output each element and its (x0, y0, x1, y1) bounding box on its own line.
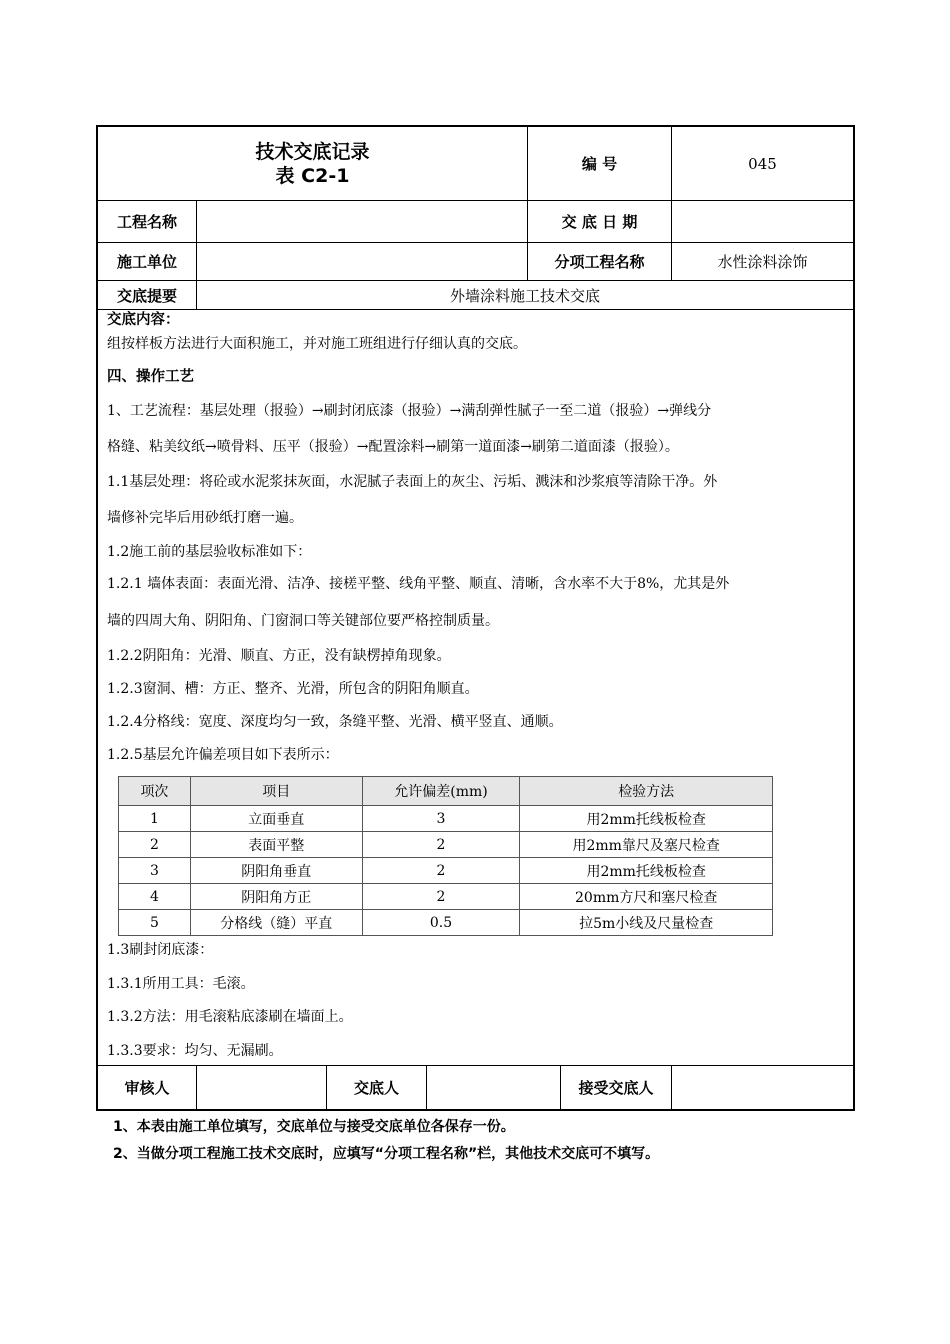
receiver-label: 接受交底人 (561, 1066, 672, 1109)
content-line: 1.2施工前的基层验收标准如下： (107, 544, 312, 560)
content-line: 1.3.1所用工具：毛滚。 (107, 976, 255, 992)
table-cell: 立面垂直 (190, 806, 362, 832)
table-cell: 1 (119, 806, 191, 832)
section-heading: 四、操作工艺 (107, 369, 194, 385)
table-cell: 用2mm托线板检查 (520, 806, 773, 832)
summary-row (98, 281, 853, 310)
project-row (98, 201, 853, 243)
date-label: 交 底 日 期 (528, 201, 672, 242)
table-cell: 3 (362, 806, 520, 832)
table-cell: 拉5m小线及尺量检查 (520, 910, 773, 936)
footnotes (113, 1114, 659, 1168)
discloser-field[interactable] (427, 1066, 561, 1109)
content-line: 组按样板方法进行大面积施工，并对施工班组进行仔细认真的交底。 (107, 336, 527, 352)
subitem-field[interactable]: 水性涂料涂饰 (717, 253, 808, 271)
content-line: 1.3.3要求：均匀、无漏刷。 (107, 1043, 283, 1059)
table-header: 项次 (119, 777, 191, 806)
table-header: 检验方法 (520, 777, 773, 806)
disclosure-content (98, 310, 853, 1066)
content-line: 墙修补完毕后用砂纸打磨一遍。 (107, 510, 303, 526)
summary-field[interactable]: 外墙涂料施工技术交底 (449, 286, 600, 305)
content-line: 1.2.5基层允许偏差项目如下表所示： (107, 747, 339, 763)
content-line: 1.3刷封闭底漆： (107, 942, 214, 958)
table-cell: 2 (119, 832, 191, 858)
reviewer-label: 审核人 (98, 1066, 197, 1109)
table-header: 项目 (190, 777, 362, 806)
signature-row (98, 1066, 853, 1109)
table-row (119, 858, 773, 884)
table-cell: 0.5 (362, 910, 520, 936)
number-label: 编 号 (528, 127, 672, 200)
subitem-label: 分项工程名称 (528, 243, 672, 280)
footnote: 1、本表由施工单位填写，交底单位与接受交底单位各保存一份。 (113, 1119, 515, 1135)
unit-field[interactable] (197, 243, 528, 280)
unit-label: 施工单位 (98, 243, 197, 280)
form-number: 表 C2-1 (275, 164, 350, 187)
content-line: 墙的四周大角、阴阳角、门窗洞口等关键部位要严格控制质量。 (107, 613, 499, 629)
date-field[interactable] (672, 201, 853, 242)
table-cell: 4 (119, 884, 191, 910)
table-header: 允许偏差(mm) (362, 777, 520, 806)
content-line: 1、工艺流程：基层处理（报验）→刷封闭底漆（报验）→满刮弹性腻子一至二道（报验）→弹线分 (107, 403, 712, 419)
table-cell: 阴阳角方正 (190, 884, 362, 910)
form-title: 技术交底记录 (255, 140, 370, 163)
reviewer-field[interactable] (197, 1066, 327, 1109)
content-line: 格缝、粘美纹纸→喷骨料、压平（报验）→配置涂料→刷第一道面漆→刷第二道面漆（报验）。 (107, 439, 679, 455)
unit-row (98, 243, 853, 281)
footnote: 2、当做分项工程施工技术交底时，应填写“分项工程名称”栏，其他技术交底可不填写。 (113, 1146, 660, 1162)
summary-label: 交底提要 (98, 281, 197, 309)
table-cell: 用2mm托线板检查 (520, 858, 773, 884)
table-cell: 5 (119, 910, 191, 936)
discloser-label: 交底人 (327, 1066, 427, 1109)
content-line: 1.2.1 墙体表面：表面光滑、洁净、接槎平整、线角平整、顺直、清晰，含水率不大于8%，尤其是外 (107, 576, 730, 592)
content-line: 1.2.3窗洞、槽：方正、整齐、光滑，所包含的阴阳角顺直。 (107, 681, 479, 697)
content-label: 交底内容： (107, 312, 180, 328)
table-cell: 阴阳角垂直 (190, 858, 362, 884)
table-cell: 2 (362, 858, 520, 884)
content-line: 1.3.2方法：用毛滚粘底漆刷在墙面上。 (107, 1009, 353, 1025)
content-line: 1.2.2阴阳角：光滑、顺直、方正，没有缺楞掉角现象。 (107, 648, 451, 664)
table-cell: 2 (362, 884, 520, 910)
table-row (119, 910, 773, 936)
table-row (119, 806, 773, 832)
project-name-label: 工程名称 (98, 201, 197, 242)
table-header-row (119, 777, 773, 806)
table-row (119, 884, 773, 910)
record-form (96, 125, 855, 1111)
project-name-field[interactable] (197, 201, 528, 242)
receiver-field[interactable] (672, 1066, 853, 1109)
table-cell: 用2mm靠尺及塞尺检查 (520, 832, 773, 858)
table-cell: 2 (362, 832, 520, 858)
table-cell: 3 (119, 858, 191, 884)
table-cell: 表面平整 (190, 832, 362, 858)
content-line: 1.2.4分格线：宽度、深度均匀一致，条缝平整、光滑、横平竖直、通顺。 (107, 714, 563, 730)
form-title-cell (98, 127, 528, 200)
deviation-table (118, 776, 773, 936)
content-line: 1.1基层处理：将砼或水泥浆抹灰面，水泥腻子表面上的灰尘、污垢、溅沫和沙浆痕等清除干净。外 (107, 474, 718, 490)
table-row (119, 832, 773, 858)
table-cell: 20mm方尺和塞尺检查 (520, 884, 773, 910)
table-cell: 分格线（缝）平直 (190, 910, 362, 936)
title-row (98, 127, 853, 201)
number-value[interactable]: 045 (748, 154, 777, 173)
